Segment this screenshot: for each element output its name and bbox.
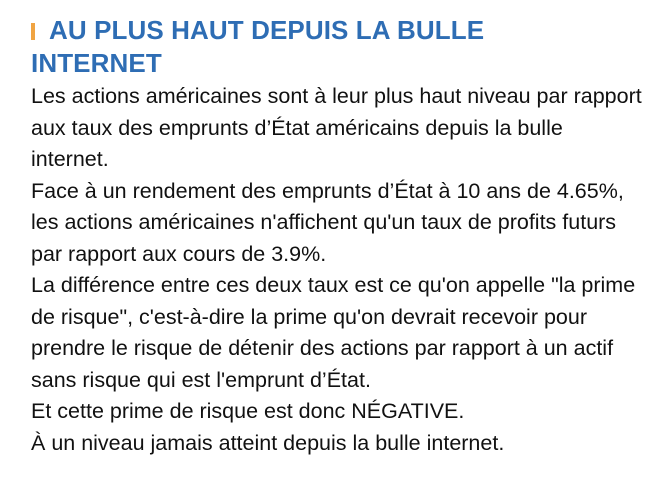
title-line-1: AU PLUS HAUT DEPUIS LA BULLE bbox=[49, 15, 485, 45]
paragraph-yields: Face à un rendement des emprunts d’État à 10 ans de 4.65%, les actions américaines n'affichent qu'un taux de profits futurs par rapport aux cours de 3.9%. bbox=[31, 178, 624, 266]
paragraph-risk-premium: La différence entre ces deux taux est ce qu'on appelle "la prime de risque", c'est-à-dire la prime qu'on devrait recevoir pour prendre le risque de détenir des actions par rapport à un actif sans risque qui est l'emprunt d’État. bbox=[31, 273, 636, 392]
article-title bbox=[31, 14, 643, 80]
paragraph-intro: Les actions américaines sont à leur plus haut niveau par rapport aux taux des emprunts d’État américains depuis la bulle internet. bbox=[31, 84, 642, 171]
article-body bbox=[31, 81, 643, 459]
paragraph-conclusion: À un niveau jamais atteint depuis la bulle internet. bbox=[31, 430, 505, 455]
title-accent-bar bbox=[31, 23, 35, 40]
paragraph-negative: Et cette prime de risque est donc NÉGATIVE. bbox=[31, 399, 465, 423]
title-line-2: INTERNET bbox=[31, 48, 162, 78]
